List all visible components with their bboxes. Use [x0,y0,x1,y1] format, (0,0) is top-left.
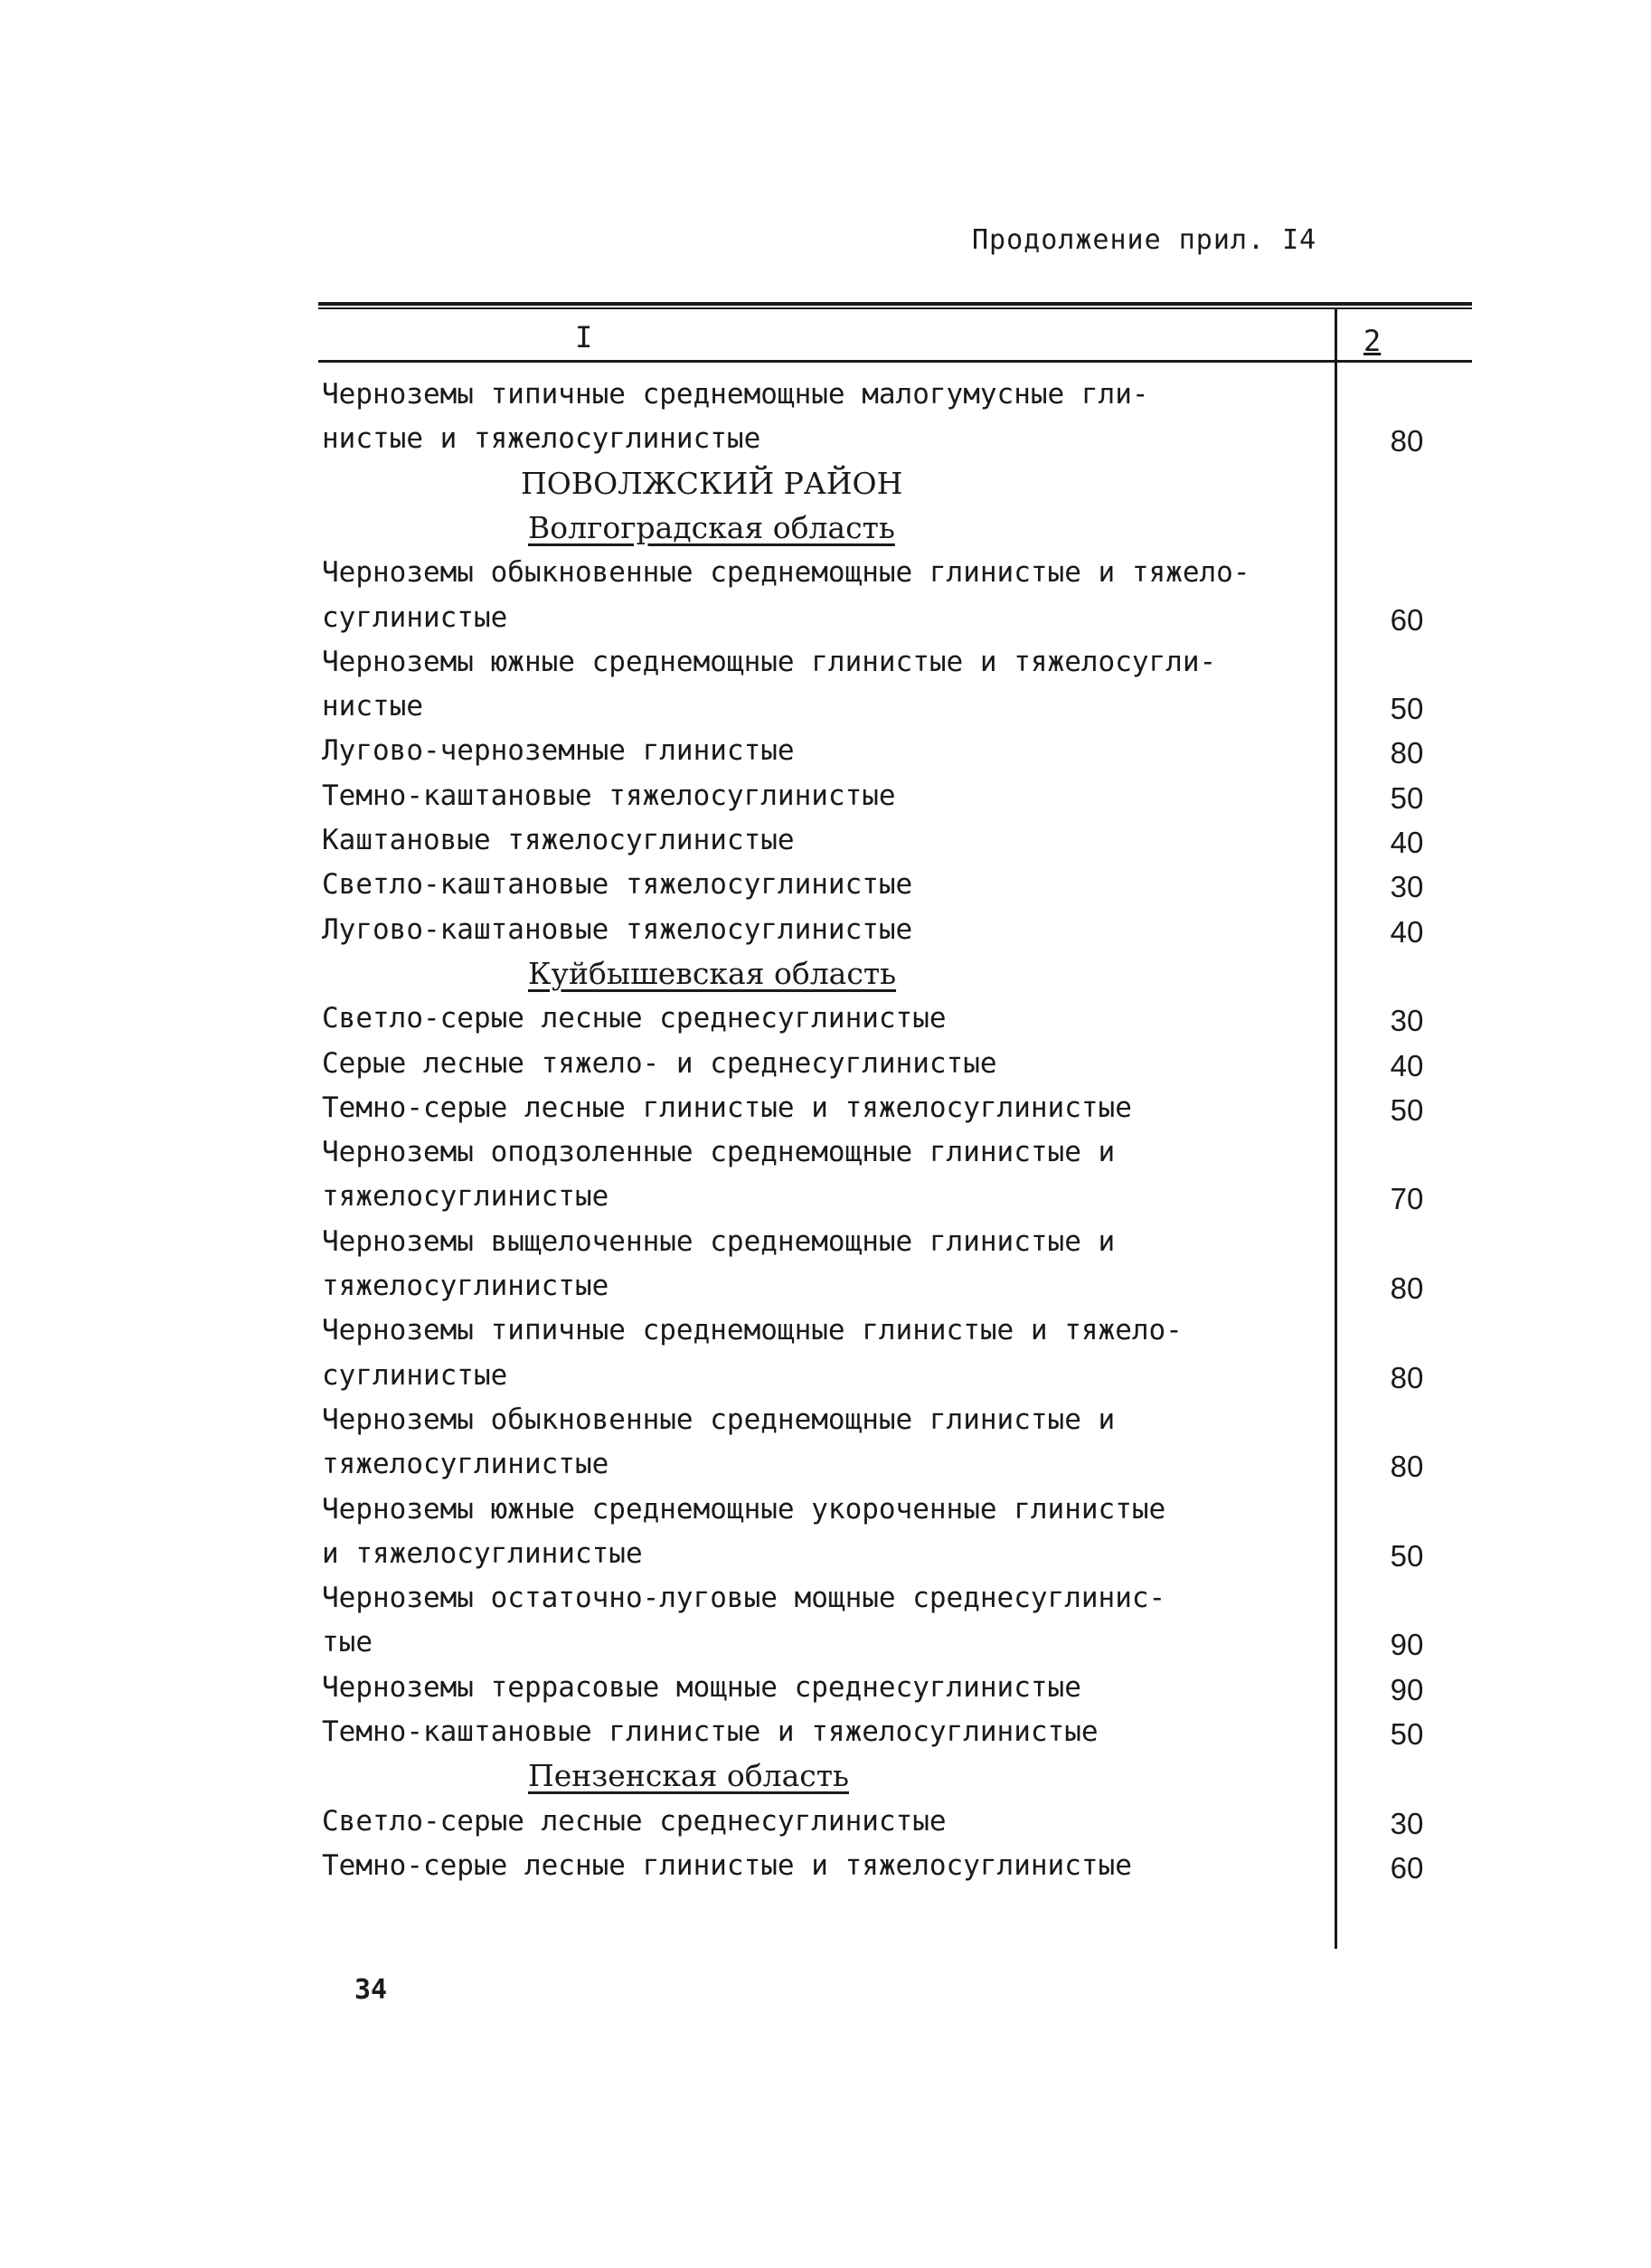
soil-row-text: Темно-серые лесные глинистые и тяжелосуглинистые [322,1091,1132,1124]
soil-row-text: Лугово-черноземные глинистые [322,734,795,768]
soil-row-value: 30 [1390,1004,1424,1038]
soil-row-value: 80 [1390,424,1424,458]
soil-row-text: Черноземы выщелоченные среднемощные глинистые и [322,1224,1116,1258]
soil-row-value: 30 [1390,870,1424,904]
soil-row-text: тые [322,1626,373,1659]
table-top-rule-thin [318,307,1472,309]
soil-row-text: Светло-серые лесные среднесуглинистые [322,1002,947,1035]
soil-row-value: 50 [1390,692,1424,726]
soil-row-value: 50 [1390,1092,1424,1127]
region-heading: ПОВОЛЖСКИЙ РАЙОН [521,465,903,501]
soil-row-value: 80 [1390,1450,1424,1484]
soil-row-text: тяжелосуглинистые [322,1448,609,1481]
soil-row-text: тяжелосуглинистые [322,1180,609,1214]
soil-row-text: Черноземы южные среднемощные глинистые и тяжелосугли- [322,645,1217,678]
table-top-rule [318,302,1472,306]
soil-row-value: 90 [1390,1628,1424,1662]
soil-row-text: Светло-серые лесные среднесуглинистые [322,1804,947,1838]
soil-row-value: 60 [1390,602,1424,637]
soil-row-value: 80 [1390,1271,1424,1305]
soil-row-text: Черноземы остаточно-луговые мощные среднесуглинис- [322,1582,1166,1615]
continuation-label: Продолжение прил. I4 [972,224,1317,256]
soil-row-value: 90 [1390,1672,1424,1706]
soil-row-text: нистые [322,690,423,723]
oblast-subheading: Пензенская область [528,1758,849,1794]
column-1-header: I [575,320,593,354]
soil-row-text: Черноземы обыкновенные среднемощные глинистые и [322,1403,1116,1436]
soil-row-text: Серые лесные тяжело- и среднесуглинистые [322,1046,997,1080]
soil-row-text: Темно-серые лесные глинистые и тяжелосуглинистые [322,1848,1132,1882]
soil-row-text: Светло-каштановые тяжелосуглинистые [322,868,913,902]
soil-row-text: Темно-каштановые глинистые и тяжелосуглинистые [322,1715,1099,1748]
soil-row-text: Черноземы террасовые мощные среднесуглинистые [322,1670,1081,1704]
soil-row-value: 80 [1390,1360,1424,1394]
soil-row-value: 60 [1390,1850,1424,1885]
soil-row-value: 30 [1390,1806,1424,1840]
soil-row-text: тяжелосуглинистые [322,1270,609,1302]
soil-row-text: Каштановые тяжелосуглинистые [322,824,795,856]
soil-row-value: 40 [1390,826,1424,859]
soil-row-text: Лугово-каштановые тяжелосуглинистые [322,912,913,946]
oblast-subheading: Куйбышевская область [528,955,897,991]
soil-row-value: 80 [1390,736,1424,770]
soil-row-value: 70 [1390,1182,1424,1216]
soil-row-text: Черноземы типичные среднемощные малогумусные гли- [322,378,1149,411]
soil-row-text: Черноземы типичные среднемощные глинистые и тяжело- [322,1314,1183,1347]
column-divider [1335,307,1337,1949]
soil-row-value: 50 [1390,1538,1424,1573]
soil-row-value: 40 [1390,914,1424,949]
soil-row-text: и тяжелосуглинистые [322,1536,643,1570]
column-2-header: 2 [1363,324,1382,358]
soil-row-text: Черноземы обыкновенные среднемощные глинистые и тяжело- [322,556,1250,590]
soil-row-text: суглинистые [322,600,508,634]
soil-row-value: 50 [1390,780,1424,815]
header-bottom-rule [318,360,1472,363]
page-number: 34 [354,1974,388,2006]
soil-row-text: Черноземы оподзоленные среднемощные глинистые и [322,1136,1116,1169]
soil-row-text: суглинистые [322,1358,508,1392]
soil-row-text: Темно-каштановые тяжелосуглинистые [322,779,896,812]
soil-row-value: 50 [1390,1717,1424,1751]
oblast-subheading: Волгоградская область [528,509,895,545]
soil-row-text: нистые и тяжелосуглинистые [322,422,761,456]
soil-row-text: Черноземы южные среднемощные укороченные глинистые [322,1492,1166,1526]
soil-row-value: 40 [1390,1048,1424,1082]
